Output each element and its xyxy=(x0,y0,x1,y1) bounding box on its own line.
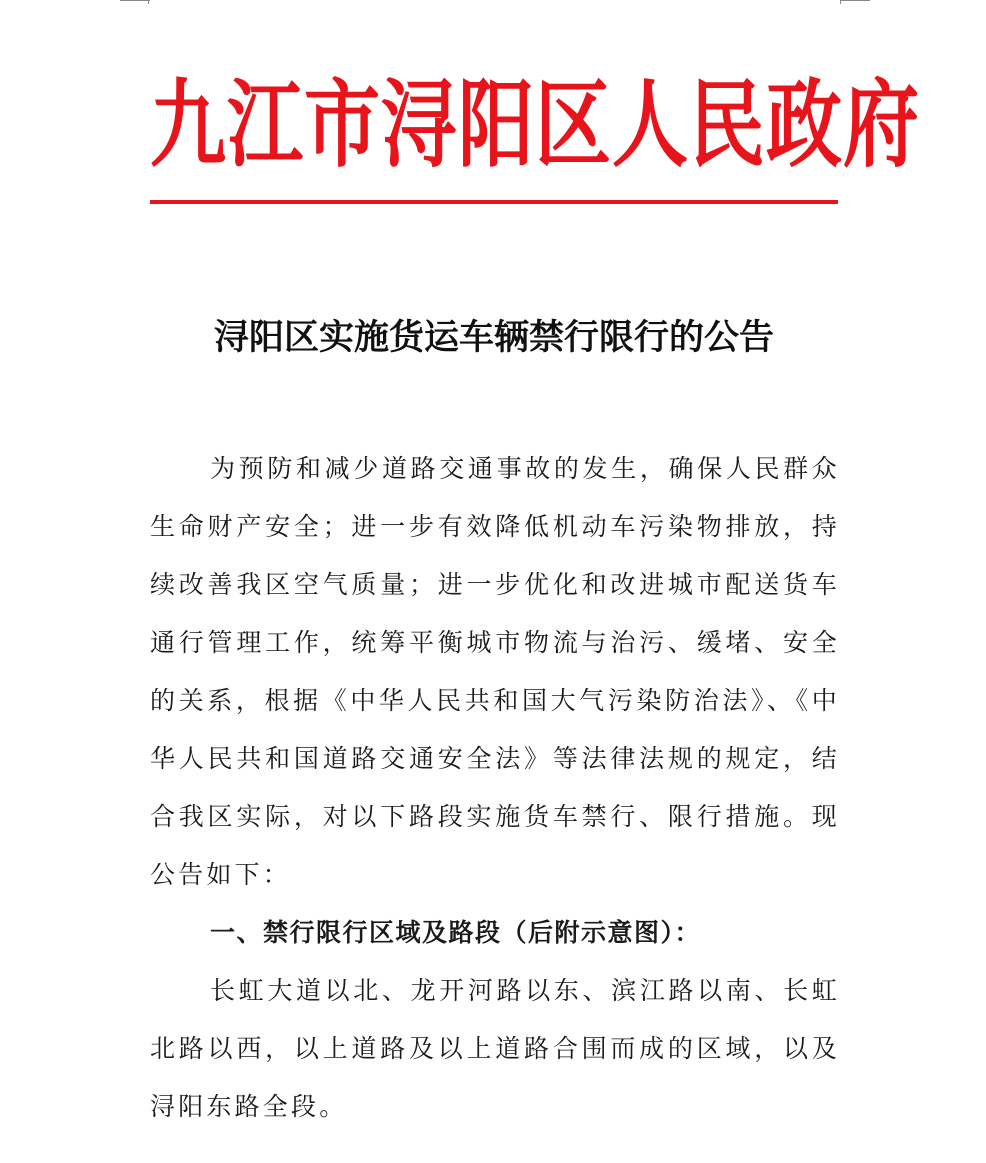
restricted-area-paragraph: 长虹大道以北、龙开河路以东、滨江路以南、长虹北路以西，以上道路及以上道路合围而成的区域，以及浔阳东路全段。 xyxy=(150,976,840,1121)
announcement-body xyxy=(150,440,840,1136)
crop-mark-top-left-tick xyxy=(148,0,149,4)
crop-mark-top-right-tick xyxy=(840,0,841,4)
intro-paragraph: 为预防和减少道路交通事故的发生，确保人民群众生命财产安全；进一步有效降低机动车污染物排放，持续改善我区空气质量；进一步优化和改进城市配送货车通行管理工作，统筹平衡城市物流与治污、缓堵、安全的关系，根据《中华人民共和国大气污染防治法》、《中华人民共和国道路交通安全法》等法律法规的规定，结合我区实际，对以下路段实施货车禁行、限行措施。现公告如下： xyxy=(150,454,840,889)
announcement-title: 浔阳区实施货运车辆禁行限行的公告 xyxy=(213,317,774,358)
section-heading-restricted-area: 一、禁行限行区域及路段（后附示意图）： xyxy=(210,918,702,947)
crop-mark-top-left xyxy=(120,0,150,1)
masthead-red-rule xyxy=(150,200,838,204)
crop-mark-top-right xyxy=(840,0,870,1)
government-masthead: 九江市浔阳区人民政府 xyxy=(150,68,920,180)
